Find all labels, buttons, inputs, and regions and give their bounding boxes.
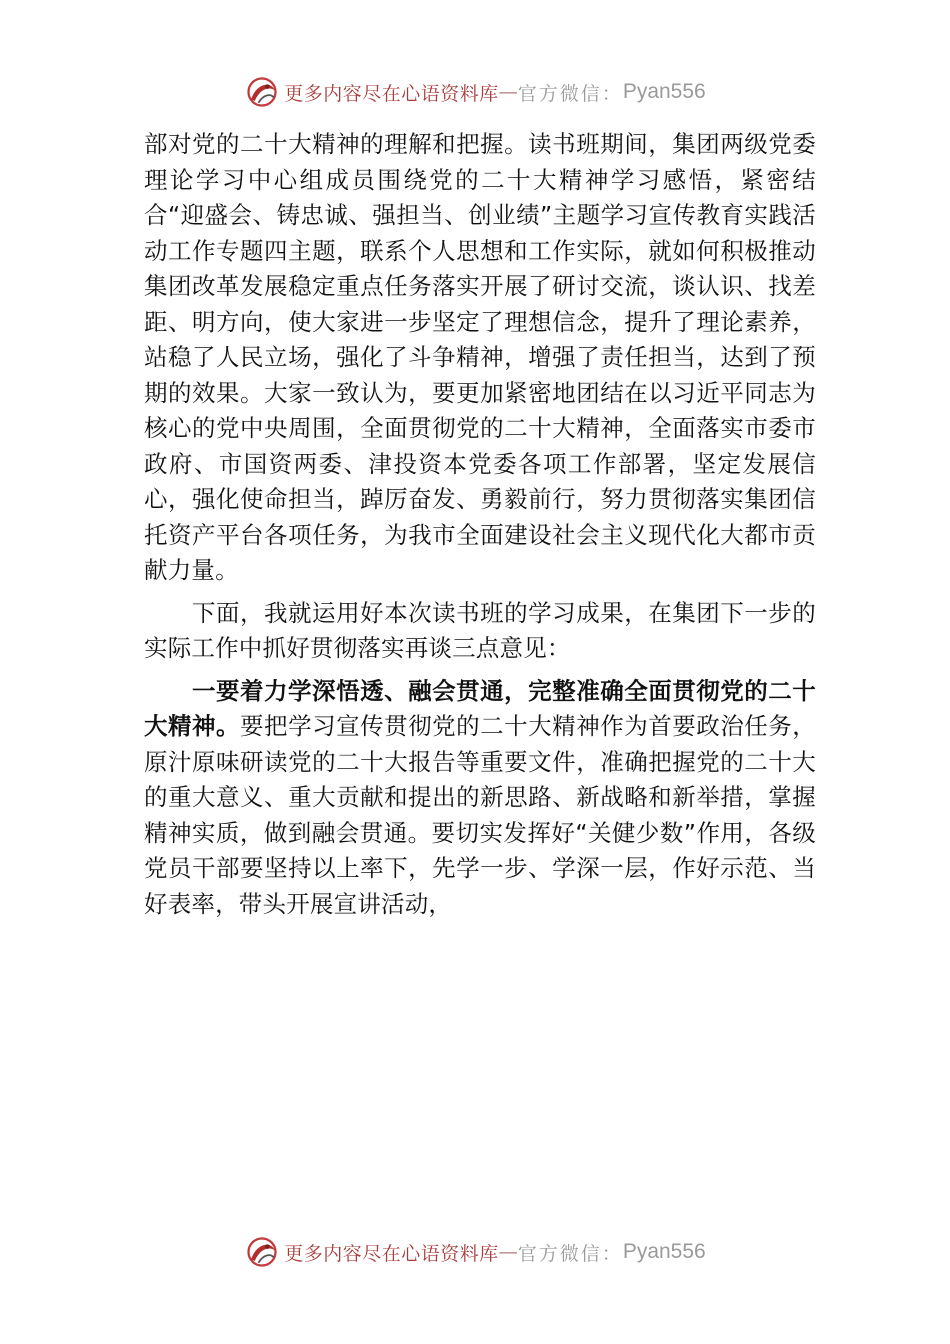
paragraph-point-one bbox=[144, 674, 816, 923]
red-swirl-logo-icon bbox=[244, 1234, 280, 1270]
paragraph-continuation: 部对党的二十大精神的理解和把握。读书班期间，集团两级党委理论学习中心组成员围绕党的二十大精神学习感悟，紧密结合“迎盛会、铸忠诚、强担当、创业绩”主题学习宣传教育实践活动工作专题四主题，联系个人思想和工作实际，就如何积极推动集团改革发展稳定重点任务落实开展了研讨交流，谈认识、找差距、明方向，使大家进一步坚定了理想信念，提升了理论素养，站稳了人民立场，强化了斗争精神，增强了责任担当，达到了预期的效果。大家一致认为，要更加紧密地团结在以习近平同志为核心的党中央周围，全面贯彻党的二十大精神，全面落实市委市政府、市国资两委、津投资本党委各项工作部署，坚定发展信心，强化使命担当，踔厉奋发、勇毅前行，努力贯彻落实集团信托资产平台各项任务，为我市全面建设社会主义现代化大都市贡献力量。 bbox=[144, 130, 816, 584]
watermark-wechat-id: Pyan556 bbox=[622, 1240, 706, 1263]
watermark-wechat-label: 官方微信： bbox=[517, 1242, 623, 1265]
watermark-brand: 更多内容尽在心语资料库 bbox=[284, 82, 499, 105]
watermark-wechat-label: 官方微信： bbox=[517, 82, 623, 105]
red-swirl-logo-icon bbox=[244, 74, 280, 110]
watermark-separator: — bbox=[498, 81, 518, 103]
watermark-brand: 更多内容尽在心语资料库 bbox=[284, 1242, 499, 1265]
paragraph-intro: 下面，我就运用好本次读书班的学习成果，在集团下一步的实际工作中抓好贯彻落实再谈三点意见： bbox=[144, 598, 816, 662]
document-body bbox=[144, 127, 816, 922]
watermark-wechat-id: Pyan556 bbox=[622, 80, 706, 103]
point-one-heading: 一要着力学深悟透、融会贯通，完整准确全面贯彻党的二十大精神。 bbox=[144, 676, 816, 740]
point-one-body: 要把学习宣传贯彻党的二十大精神作为首要政治任务，原汁原味研读党的二十大报告等重要文件，准确把握党的二十大的重大意义、重大贡献和提出的新思路、新战略和新举措，掌握精神实质，做到融会贯通。要切实发挥好“关健少数”作用，各级党员干部要坚持以上率下，先学一步、学深一层，作好示范、当好表率，带头开展宣讲活动， bbox=[144, 712, 816, 918]
watermark-separator: — bbox=[498, 1241, 518, 1263]
footer-watermark bbox=[0, 1230, 950, 1274]
header-watermark bbox=[0, 70, 950, 114]
